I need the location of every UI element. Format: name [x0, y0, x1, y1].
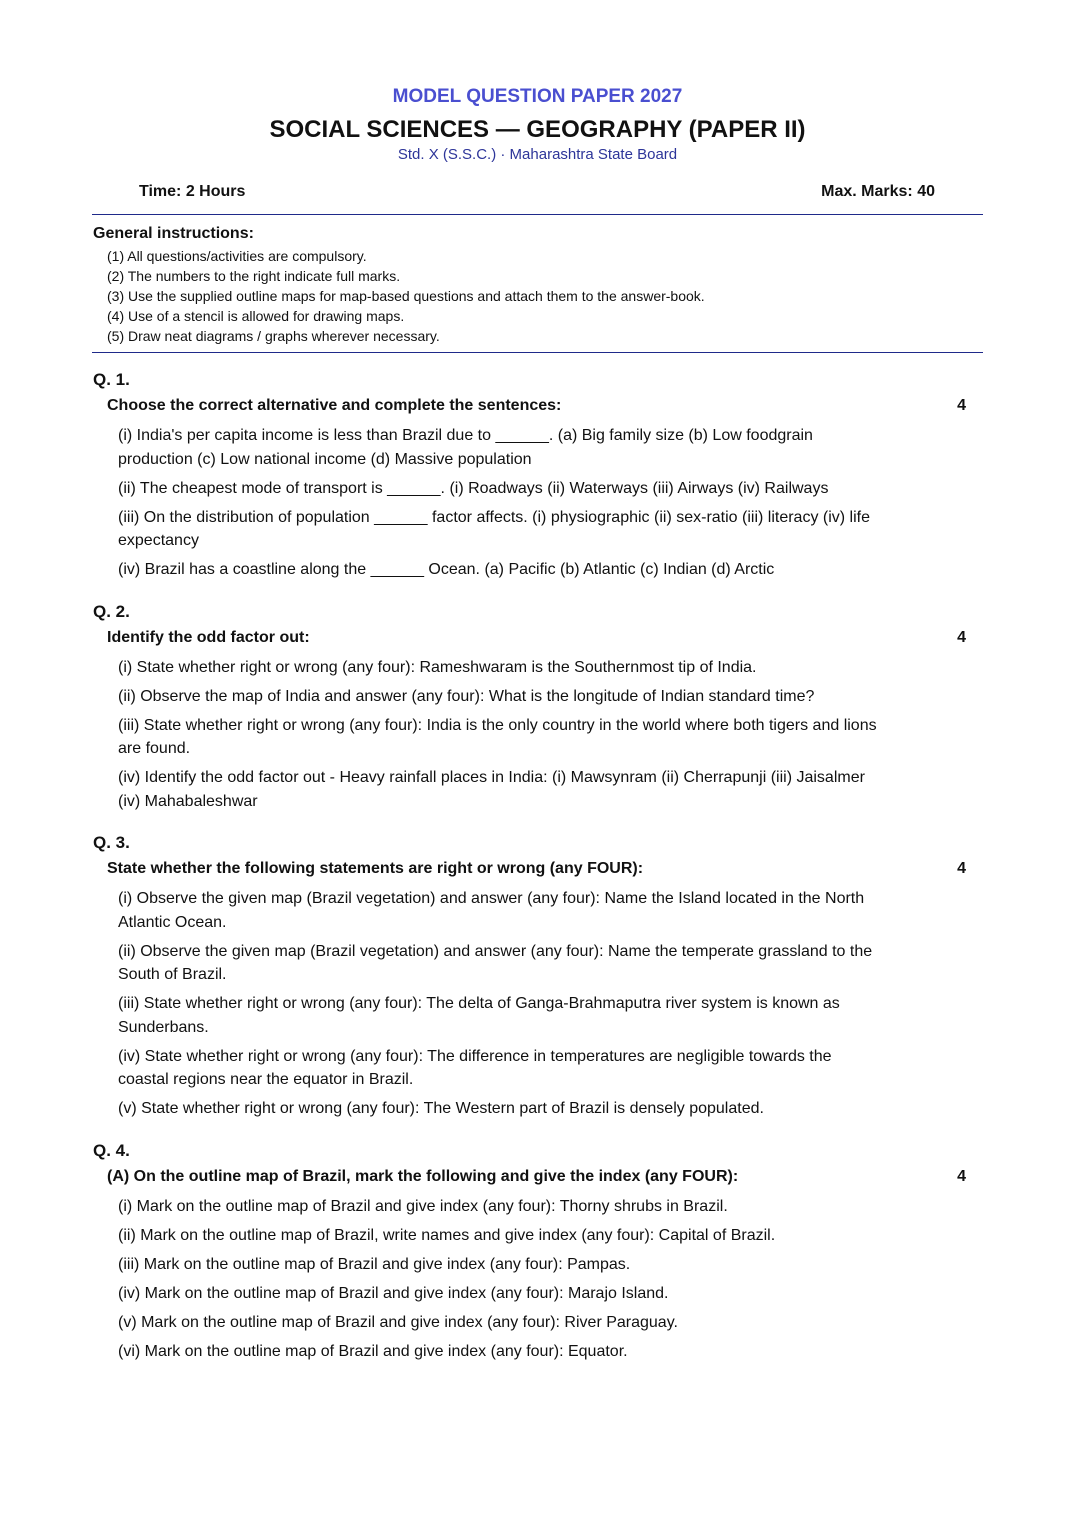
instructions-divider	[92, 352, 983, 353]
question-item: (v) Mark on the outline map of Brazil and give index (any four): River Paraguay.	[118, 1313, 678, 1331]
question-1	[93, 368, 973, 582]
question-item: (iv) Identify the odd factor out - Heavy rainfall places in India: (i) Mawsynram (ii) Cherrapunji (iii) Jaisalmer (iv) Mahabaleshwar	[118, 769, 865, 810]
question-header	[93, 628, 973, 648]
question-prompt: (A) On the outline map of Brazil, mark the following and give the index (any FOUR):	[107, 1167, 739, 1185]
instruction-item: (4) Use of a stencil is allowed for drawing maps.	[107, 308, 405, 324]
question-item: (i) Mark on the outline map of Brazil and give index (any four): Thorny shrubs in Brazil.	[118, 1197, 728, 1215]
question-items	[93, 887, 973, 1121]
instructions-list	[93, 246, 973, 346]
instruction-item: (2) The numbers to the right indicate full marks.	[107, 268, 401, 284]
question-marks: 4	[957, 1167, 966, 1185]
question-item: (vi) Mark on the outline map of Brazil and give index (any four): Equator.	[118, 1342, 628, 1360]
question-item: (ii) Mark on the outline map of Brazil, write names and give index (any four): Capital of Brazil.	[118, 1226, 776, 1244]
question-item: (i) State whether right or wrong (any four): Rameshwaram is the Southernmost tip of India.	[118, 658, 757, 676]
question-marks: 4	[957, 860, 966, 877]
time-allowed: Time: 2 Hours	[139, 183, 246, 200]
general-instructions	[93, 224, 973, 346]
question-item: (ii) Observe the given map (Brazil vegetation) and answer (any four): Name the temperate grassland to the South of Brazil.	[118, 942, 873, 983]
question-items	[93, 656, 973, 814]
question-number: Q. 3.	[93, 833, 130, 852]
instruction-item: (3) Use the supplied outline maps for map-based questions and attach them to the answer-book.	[107, 288, 705, 304]
instructions-heading: General instructions:	[93, 225, 254, 242]
max-marks: Max. Marks: 40	[821, 183, 935, 200]
question-item: (ii) Observe the map of India and answer (any four): What is the longitude of Indian standard time?	[118, 687, 815, 705]
question-item: (iii) Mark on the outline map of Brazil and give index (any four): Pampas.	[118, 1255, 631, 1273]
question-item: (iii) State whether right or wrong (any four): The delta of Ganga-Brahmaputra river system is known as Sunderbans.	[118, 995, 840, 1036]
instruction-item: (1) All questions/activities are compulsory.	[107, 248, 367, 264]
paper-kicker: MODEL QUESTION PAPER 2027	[392, 86, 683, 107]
instruction-item: (5) Draw neat diagrams / graphs wherever necessary.	[107, 328, 440, 344]
question-items	[93, 1195, 973, 1364]
question-number: Q. 4.	[93, 1140, 130, 1160]
question-marks: 4	[957, 397, 966, 414]
question-prompt: Choose the correct alternative and complete the sentences:	[107, 397, 562, 414]
question-item: (i) Observe the given map (Brazil vegetation) and answer (any four): Name the Island located in the North Atlantic Ocean.	[118, 890, 865, 931]
question-marks: 4	[957, 628, 966, 646]
question-header	[93, 1167, 973, 1187]
paper-subtitle: Std. X (S.S.C.) · Maharashtra State Board	[397, 146, 678, 163]
question-header	[93, 859, 973, 879]
question-number: Q. 2.	[93, 601, 130, 621]
paper-title: SOCIAL SCIENCES — GEOGRAPHY (PAPER II)	[269, 116, 806, 143]
question-prompt: State whether the following statements are right or wrong (any FOUR):	[107, 860, 644, 877]
question-items	[93, 424, 973, 582]
question-item: (iv) Mark on the outline map of Brazil and give index (any four): Marajo Island.	[118, 1284, 669, 1302]
question-item: (iv) State whether right or wrong (any four): The difference in temperatures are negligible towards the coastal regions near the equator in Brazil.	[118, 1047, 832, 1088]
question-4	[93, 1139, 973, 1364]
question-number: Q. 1.	[93, 370, 130, 389]
question-item: (iv) Brazil has a coastline along the ______ Ocean. (a) Pacific (b) Atlantic (c) Indian (d) Arctic	[118, 561, 775, 578]
question-header	[93, 396, 973, 416]
question-item: (i) India's per capita income is less than Brazil due to ______. (a) Big family size (b) Low foodgrain production (c) Low national income (d) Massive population	[118, 427, 813, 468]
question-3	[93, 831, 973, 1121]
question-prompt: Identify the odd factor out:	[107, 628, 310, 646]
question-item: (iii) On the distribution of population ______ factor affects. (i) physiographic (ii) sex-ratio (iii) literacy (iv) life expectancy	[118, 508, 871, 549]
header-divider	[92, 214, 983, 215]
questions-section	[93, 368, 973, 1381]
question-item: (ii) The cheapest mode of transport is ______. (i) Roadways (ii) Waterways (iii) Airways (iv) Railways	[118, 479, 829, 497]
question-2	[93, 600, 973, 814]
question-item: (v) State whether right or wrong (any four): The Western part of Brazil is densely populated.	[118, 1100, 764, 1117]
question-item: (iii) State whether right or wrong (any four): India is the only country in the world where both tigers and lions are found.	[118, 716, 877, 757]
